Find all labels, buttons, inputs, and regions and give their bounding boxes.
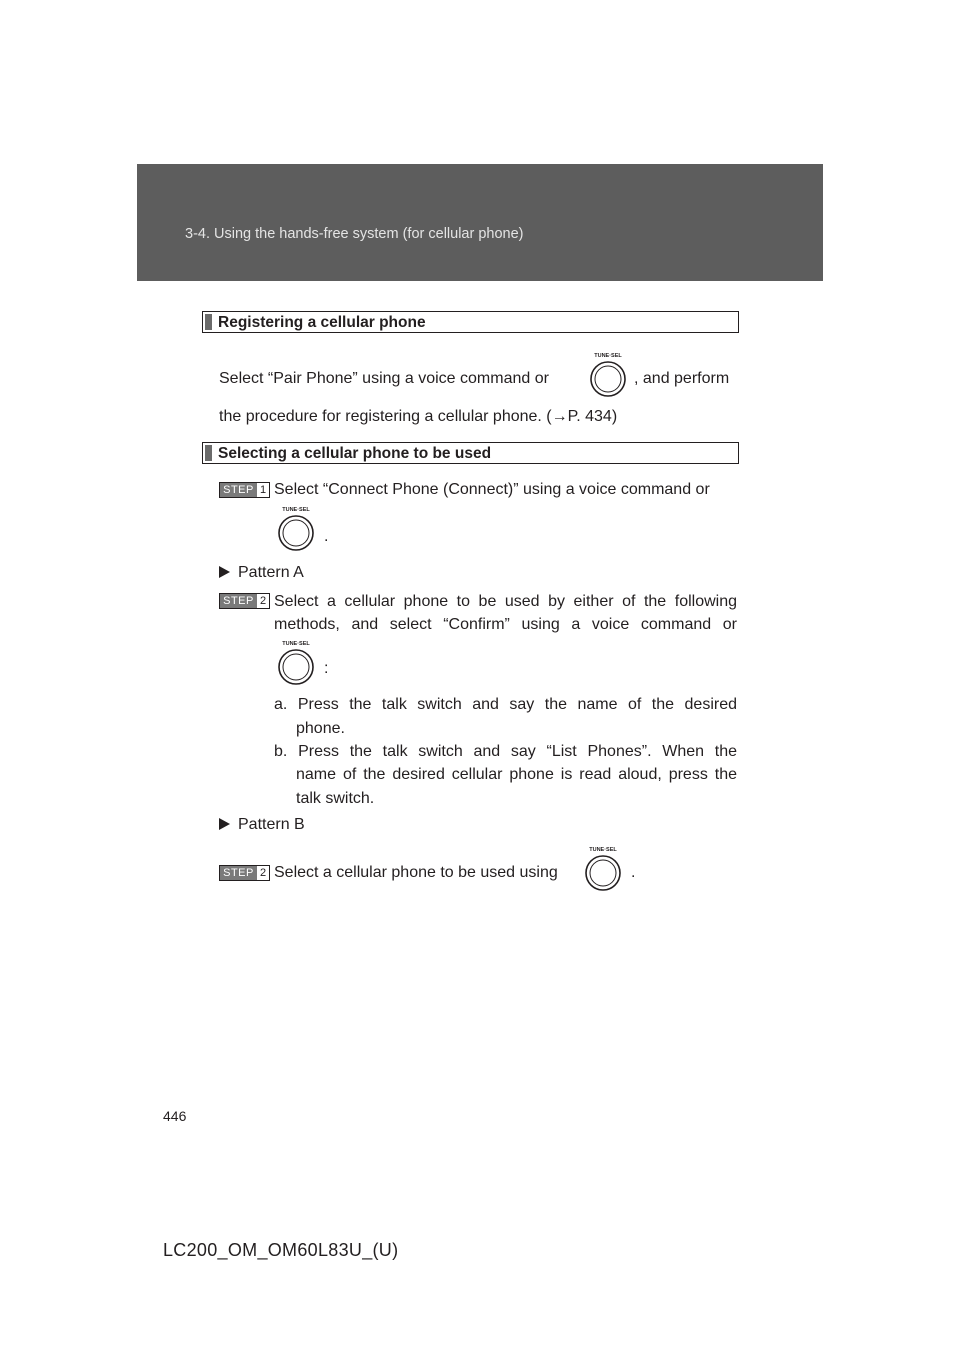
option-b-line1: b. Press the talk switch and say “List Phones”. When the [274, 743, 737, 760]
pattern-a-label: Pattern A [219, 562, 304, 584]
page-number: 446 [163, 1108, 187, 1124]
step-2b-text: Select a cellular phone to be used using [274, 864, 558, 881]
tune-sel-knob-icon [273, 639, 319, 687]
option-a-line2: phone. [296, 720, 345, 737]
register-instruction-line2: the procedure for registering a cellular phone. (→P. 434) [219, 408, 618, 425]
document-code: LC200_OM_OM60L83U_(U) [163, 1240, 399, 1260]
play-arrow-icon [219, 818, 230, 830]
step-1-end: . [324, 528, 329, 545]
chapter-header [137, 164, 823, 281]
register-instruction-part1: Select “Pair Phone” using a voice command or [219, 370, 549, 387]
step-2a-colon: : [324, 660, 329, 677]
section-heading-selecting [202, 442, 739, 464]
option-b-line3: talk switch. [296, 790, 375, 807]
option-a-line1: a. Press the talk switch and say the name of the desired [274, 696, 737, 713]
tune-sel-knob-icon [585, 351, 631, 399]
knob-label: TUNE·SEL [594, 353, 622, 359]
step-2a-line2: methods, and select “Confirm” using a voice command or [274, 616, 737, 633]
register-instruction-part2: , and perform [634, 370, 730, 387]
play-arrow-icon [219, 566, 230, 578]
svg-text:TUNE·SEL: TUNE·SEL [282, 507, 310, 513]
step-2a-line1: Select a cellular phone to be used by either of the following [274, 593, 737, 610]
step-2b-badge: STEP 2 [219, 865, 270, 881]
step-2b-end: . [631, 864, 636, 881]
section-title: Selecting a cellular phone to be used [218, 445, 492, 462]
step-1-text: Select “Connect Phone (Connect)” using a voice command or [274, 481, 710, 498]
svg-text:TUNE·SEL: TUNE·SEL [282, 641, 310, 647]
pattern-b-label: Pattern B [219, 814, 305, 836]
chapter-title: 3-4. Using the hands-free system (for cellular phone) [185, 226, 524, 242]
tune-sel-knob-icon [273, 505, 319, 553]
step-1-badge: STEP 1 [219, 482, 270, 498]
step-2-badge: STEP 2 [219, 593, 270, 609]
svg-text:TUNE·SEL: TUNE·SEL [589, 847, 617, 853]
tune-sel-knob-icon [580, 845, 626, 893]
section-title: Registering a cellular phone [218, 314, 426, 331]
section-heading-registering [202, 311, 739, 333]
option-b-line2: name of the desired cellular phone is read aloud, press the [296, 766, 737, 783]
